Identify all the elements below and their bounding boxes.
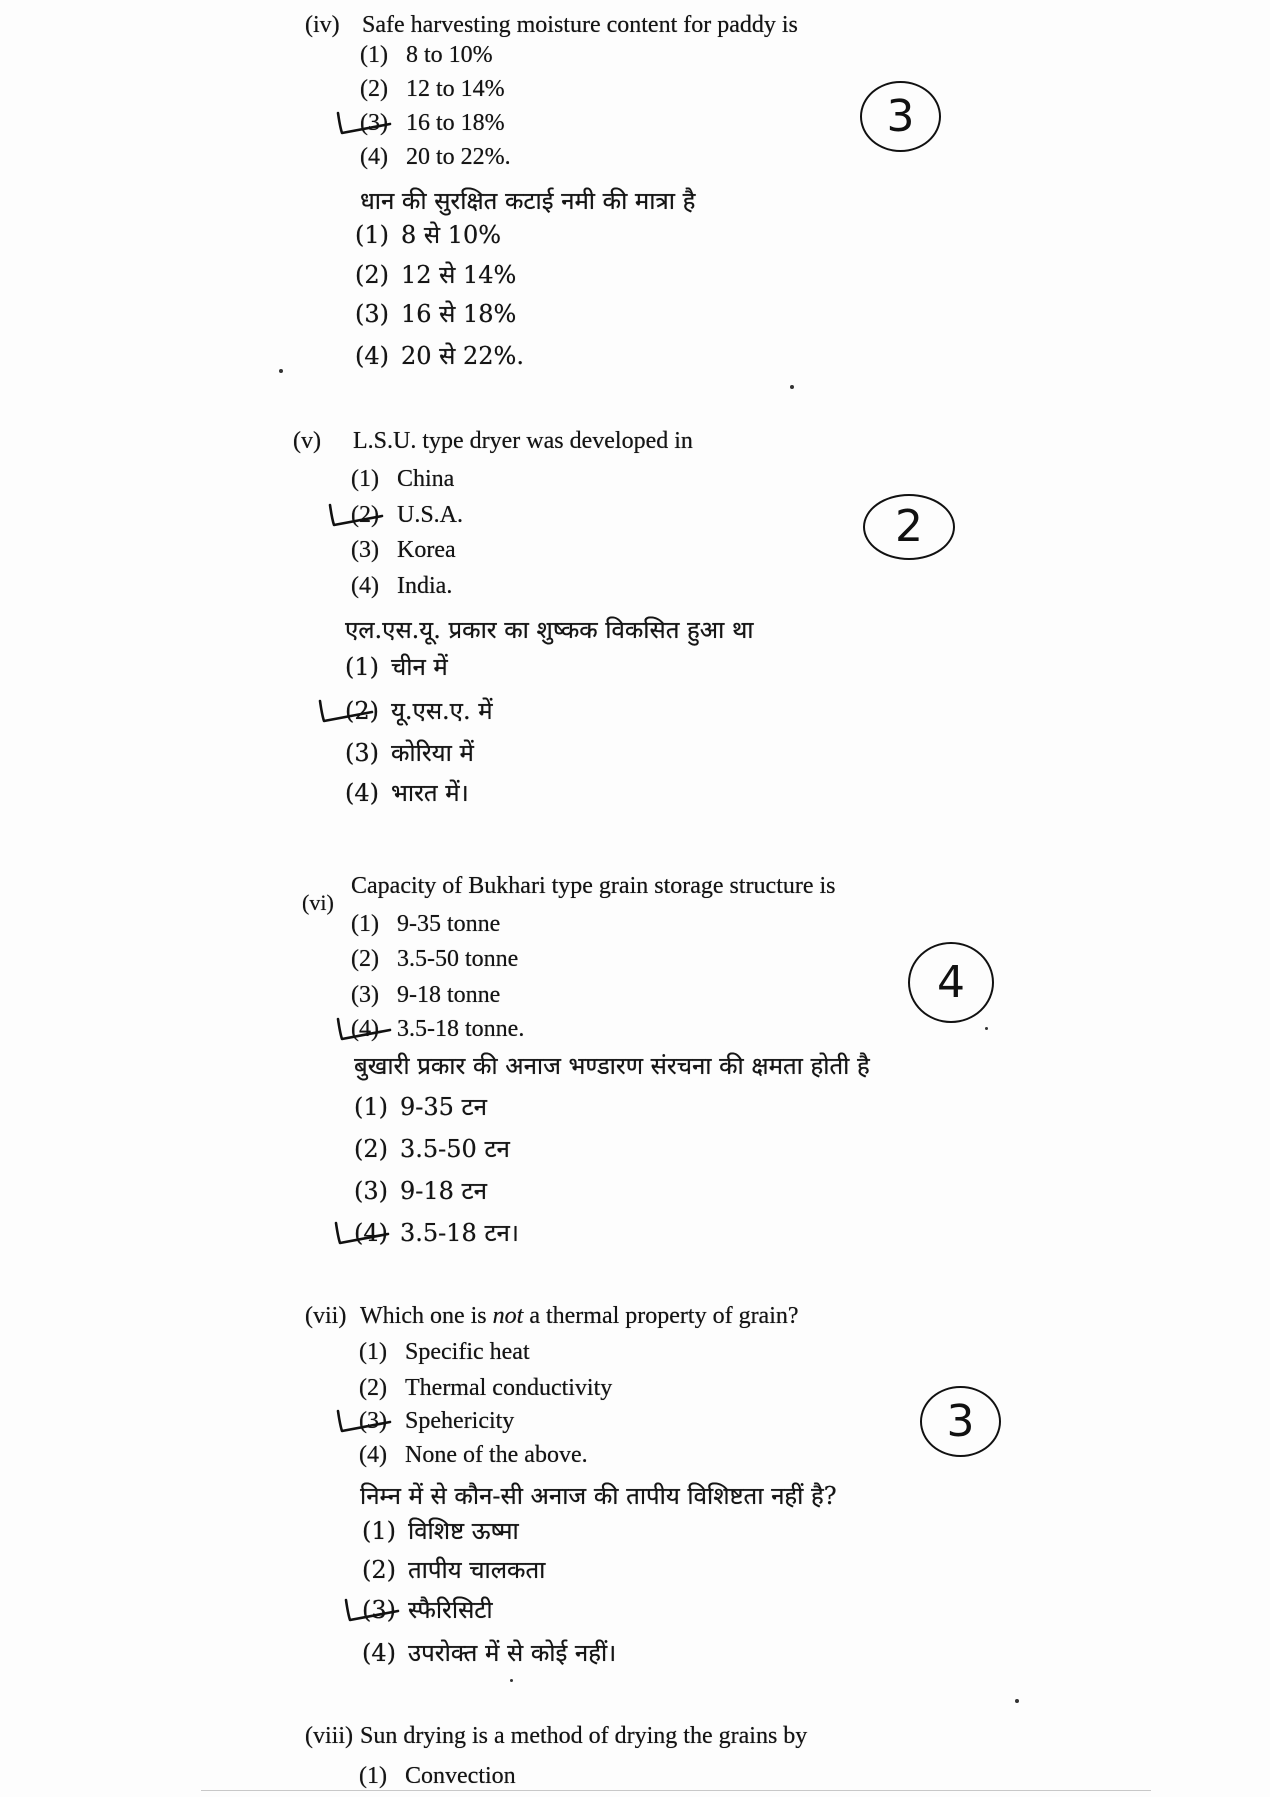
question-text-en: L.S.U. type dryer was developed in — [353, 428, 693, 454]
question-number: (vi) — [302, 890, 334, 915]
option-en — [359, 1761, 516, 1791]
option-text: 9-18 टन — [400, 1177, 487, 1205]
option-label: (2) — [355, 261, 389, 289]
question-text-hi: निम्न में से कौन-सी अनाज की तापीय विशिष्टता नहीं है? — [360, 1482, 837, 1510]
option-hi — [355, 220, 501, 250]
question-number: (iv) — [305, 12, 340, 38]
question-text-hi: एल.एस.यू. प्रकार का शुष्कक विकसित हुआ था — [345, 616, 754, 644]
option-label: (3) — [351, 537, 379, 563]
option-en — [360, 74, 505, 104]
option-text: 3.5-18 tonne. — [397, 1016, 525, 1042]
circled-answer-digit: 3 — [886, 90, 915, 142]
option-label: (4) — [351, 573, 379, 599]
option-text: 12 से 14% — [401, 261, 517, 289]
option-label: (3) — [360, 110, 388, 136]
option-text: भारत में। — [391, 779, 469, 807]
option-hi — [362, 1516, 519, 1546]
option-en — [359, 1440, 588, 1470]
option-text: यू.एस.ए. में — [391, 697, 493, 725]
option-label: (1) — [354, 1093, 388, 1121]
question-text-start: Which one is — [360, 1303, 487, 1329]
option-en — [351, 464, 454, 494]
option-hi — [355, 260, 516, 290]
scan-speck — [790, 385, 794, 389]
circled-answer-digit: 4 — [937, 956, 965, 1008]
handwritten-tick-icon — [326, 500, 386, 530]
option-label: (1) — [360, 42, 388, 68]
option-label: (4) — [355, 342, 389, 370]
option-text: 20 to 22%. — [406, 144, 511, 170]
option-label: (1) — [359, 1763, 387, 1789]
option-hi — [355, 299, 516, 329]
question-text-emphasis: not — [492, 1303, 524, 1329]
option-label: (3) — [355, 300, 389, 328]
question-number: (viii) — [305, 1723, 353, 1749]
question-text-en: Sun drying is a method of drying the grains by — [360, 1723, 808, 1749]
handwritten-tick-icon — [316, 696, 376, 726]
option-label: (1) — [345, 653, 379, 681]
option-text: 9-18 tonne — [397, 982, 501, 1008]
handwritten-tick-icon — [334, 108, 394, 138]
handwritten-tick-icon — [342, 1595, 402, 1625]
circled-answer — [908, 942, 994, 1023]
option-text: 16 से 18% — [401, 300, 517, 328]
option-en — [351, 571, 452, 601]
option-label: (2) — [345, 697, 379, 725]
option-en — [360, 142, 511, 172]
option-text: Thermal conductivity — [405, 1375, 613, 1401]
option-label: (4) — [359, 1442, 387, 1468]
scan-speck — [510, 1679, 513, 1682]
question-number: (vii) — [305, 1303, 347, 1329]
option-hi — [362, 1638, 616, 1668]
option-text: China — [397, 466, 455, 492]
option-hi — [345, 652, 448, 682]
scan-speck — [1015, 1699, 1019, 1703]
circled-answer-digit: 3 — [946, 1395, 975, 1447]
scan-speck — [985, 1027, 988, 1030]
option-hi — [354, 1134, 510, 1164]
option-en — [351, 980, 500, 1010]
option-hi — [355, 341, 524, 371]
option-label: (1) — [359, 1339, 387, 1365]
option-label: (2) — [360, 76, 388, 102]
option-hi — [354, 1092, 487, 1122]
option-label: (2) — [362, 1556, 396, 1584]
option-text: 12 to 14% — [406, 76, 505, 102]
option-hi — [345, 778, 469, 808]
option-label: (4) — [362, 1639, 396, 1667]
option-hi — [345, 738, 474, 768]
question-number: (v) — [293, 428, 321, 454]
option-label: (4) — [354, 1219, 388, 1247]
option-label: (1) — [355, 221, 389, 249]
question-text-en: Safe harvesting moisture content for paddy is — [362, 12, 798, 38]
question-text-rest: a thermal property of grain? — [529, 1303, 799, 1329]
option-en — [351, 944, 518, 974]
option-label: (4) — [360, 144, 388, 170]
question-text-en — [360, 1301, 799, 1331]
option-text: Convection — [405, 1763, 516, 1789]
option-text: 9-35 टन — [400, 1093, 487, 1121]
option-label: (1) — [351, 466, 379, 492]
option-en — [359, 1337, 530, 1367]
handwritten-tick-icon — [334, 1406, 394, 1436]
option-label: (3) — [362, 1596, 396, 1624]
option-label: (3) — [345, 739, 379, 767]
handwritten-tick-icon — [332, 1218, 392, 1248]
option-label: (2) — [351, 946, 379, 972]
option-text: U.S.A. — [397, 502, 464, 528]
option-label: (2) — [354, 1135, 388, 1163]
option-text: 8 से 10% — [401, 221, 502, 249]
option-text: चीन में — [391, 653, 448, 681]
circled-answer — [920, 1386, 1001, 1457]
option-text: Spehericity — [405, 1408, 515, 1434]
option-text: स्फैरिसिटी — [408, 1596, 493, 1624]
page-edge-line — [201, 1790, 1151, 1791]
circled-answer — [863, 494, 955, 560]
option-text: 8 to 10% — [406, 42, 493, 68]
option-text: 3.5-50 tonne — [397, 946, 519, 972]
option-text: तापीय चालकता — [408, 1556, 546, 1584]
option-text: 3.5-18 टन। — [400, 1219, 519, 1247]
option-text: कोरिया में — [391, 739, 474, 767]
option-label: (3) — [351, 982, 379, 1008]
option-text: Specific heat — [405, 1339, 530, 1365]
scan-speck — [279, 369, 283, 373]
handwritten-tick-icon — [334, 1014, 394, 1044]
option-text: None of the above. — [405, 1442, 588, 1468]
circled-answer — [860, 81, 941, 152]
option-hi — [354, 1176, 487, 1206]
option-label: (2) — [359, 1375, 387, 1401]
option-label: (1) — [351, 911, 379, 937]
option-hi — [362, 1555, 545, 1585]
option-text: 20 से 22%. — [401, 342, 524, 370]
option-text: 3.5-50 टन — [400, 1135, 510, 1163]
option-label: (2) — [351, 502, 379, 528]
option-text: विशिष्ट ऊष्मा — [408, 1517, 519, 1545]
option-text: 16 to 18% — [406, 110, 505, 136]
option-en — [359, 1373, 612, 1403]
option-en — [360, 40, 493, 70]
question-text-en: Capacity of Bukhari type grain storage structure is — [351, 873, 836, 899]
option-text: Korea — [397, 537, 456, 563]
option-text: India. — [397, 573, 453, 599]
option-label: (4) — [351, 1016, 379, 1042]
circled-answer-digit: 2 — [895, 501, 923, 552]
option-label: (4) — [345, 779, 379, 807]
option-text: 9-35 tonne — [397, 911, 501, 937]
option-label: (1) — [362, 1517, 396, 1545]
option-text: उपरोक्त में से कोई नहीं। — [408, 1639, 617, 1667]
option-en — [351, 909, 500, 939]
question-text-hi: धान की सुरक्षित कटाई नमी की मात्रा है — [360, 187, 696, 215]
option-label: (3) — [359, 1408, 387, 1434]
question-text-hi: बुखारी प्रकार की अनाज भण्डारण संरचना की क्षमता होती है — [354, 1052, 870, 1080]
option-label: (3) — [354, 1177, 388, 1205]
option-en — [351, 535, 456, 565]
